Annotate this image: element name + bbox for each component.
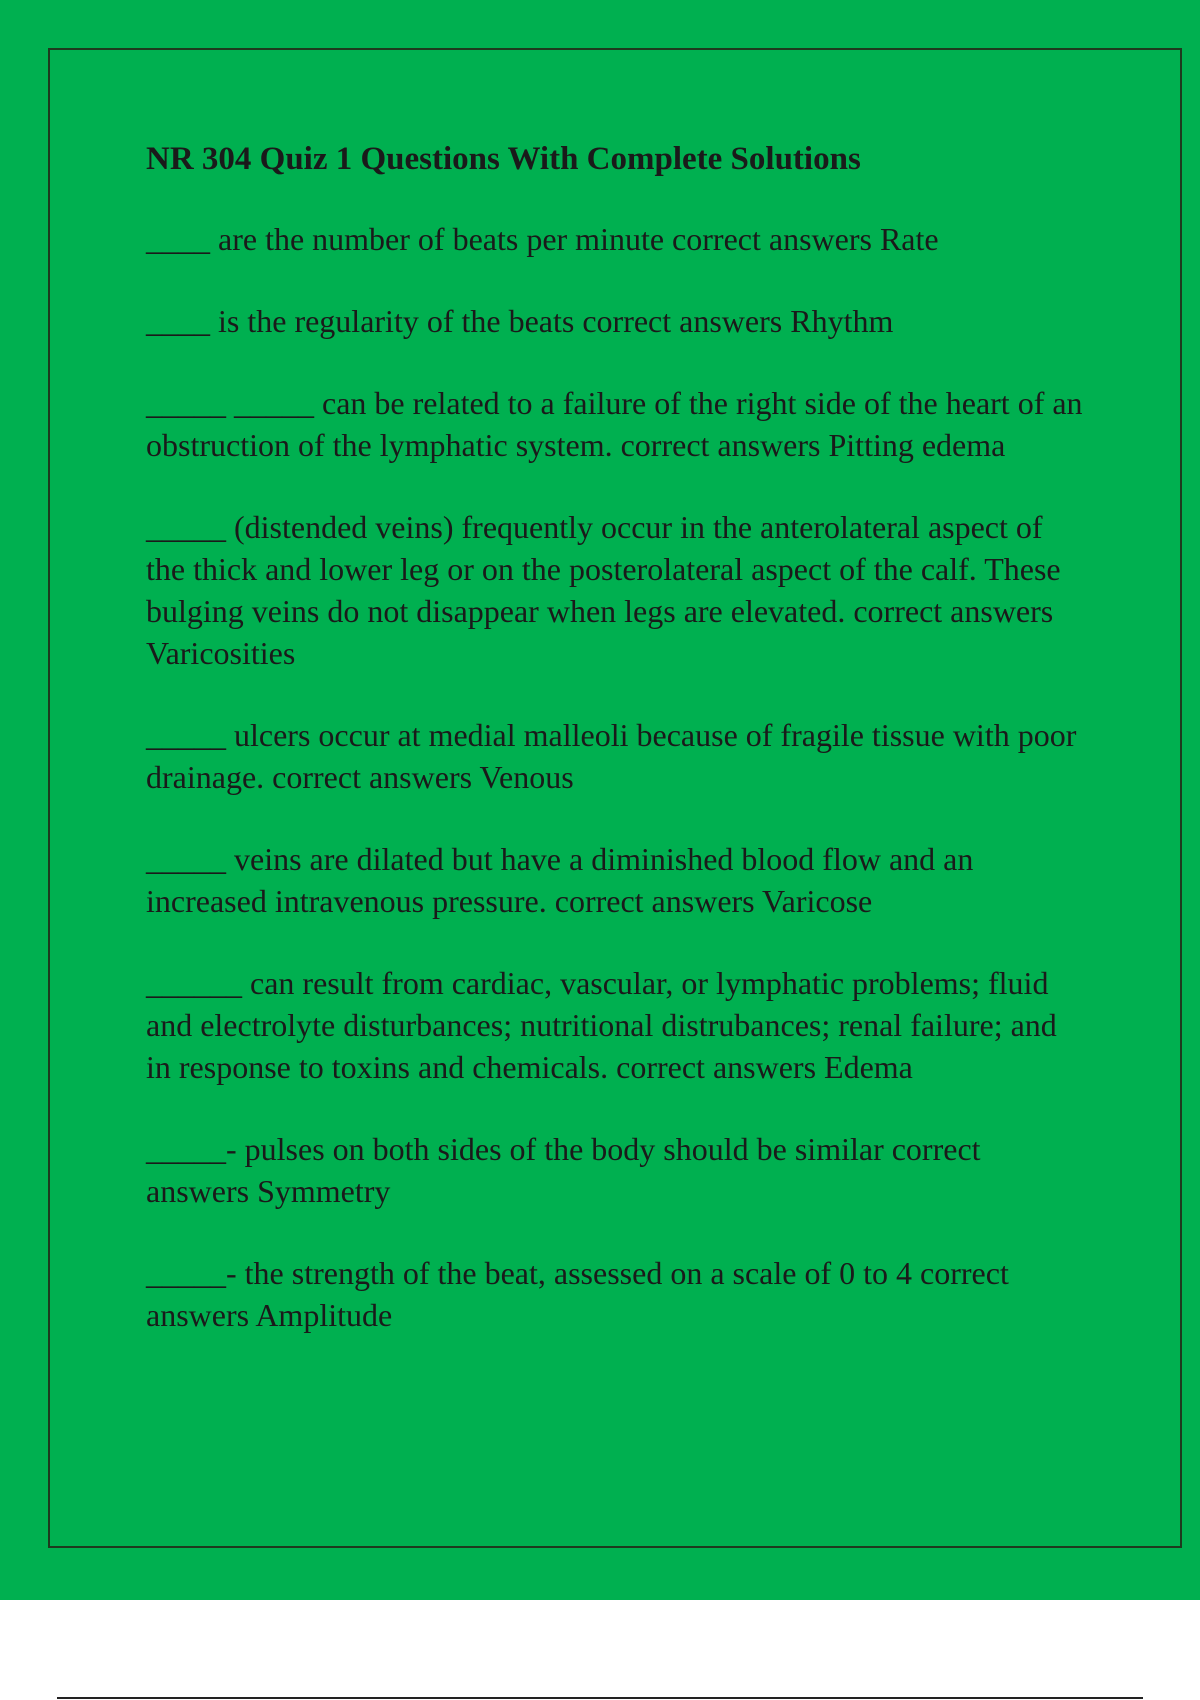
question-item-3: _____ _____ can be related to a failure of the right side of the heart of an obstruction of the lymphatic system. correct answers Pitting edema xyxy=(146,385,1083,463)
document-title: NR 304 Quiz 1 Questions With Complete Solutions xyxy=(146,141,861,177)
document-content xyxy=(146,138,1086,1376)
question-item-2: ____ is the regularity of the beats correct answers Rhythm xyxy=(146,303,894,339)
question-item-7: ______ can result from cardiac, vascular, or lymphatic problems; fluid and electrolyte disturbances; nutritional distrubances; renal failure; and in response to toxins and chemicals. correct answers Edema xyxy=(146,965,1057,1085)
footer-divider xyxy=(57,1697,1143,1699)
question-item-4: _____ (distended veins) frequently occur in the anterolateral aspect of the thick and lower leg or on the posterolateral aspect of the calf. These bulging veins do not disappear when legs are elevated. correct answers Varicosities xyxy=(146,509,1061,671)
question-item-9: _____- the strength of the beat, assessed on a scale of 0 to 4 correct answers Amplitude xyxy=(146,1255,1009,1333)
question-item-8: _____- pulses on both sides of the body should be similar correct answers Symmetry xyxy=(146,1131,981,1209)
question-item-6: _____ veins are dilated but have a diminished blood flow and an increased intravenous pressure. correct answers Varicose xyxy=(146,841,974,919)
question-item-1: ____ are the number of beats per minute correct answers Rate xyxy=(146,221,939,257)
question-item-5: _____ ulcers occur at medial malleoli because of fragile tissue with poor drainage. correct answers Venous xyxy=(146,717,1077,795)
